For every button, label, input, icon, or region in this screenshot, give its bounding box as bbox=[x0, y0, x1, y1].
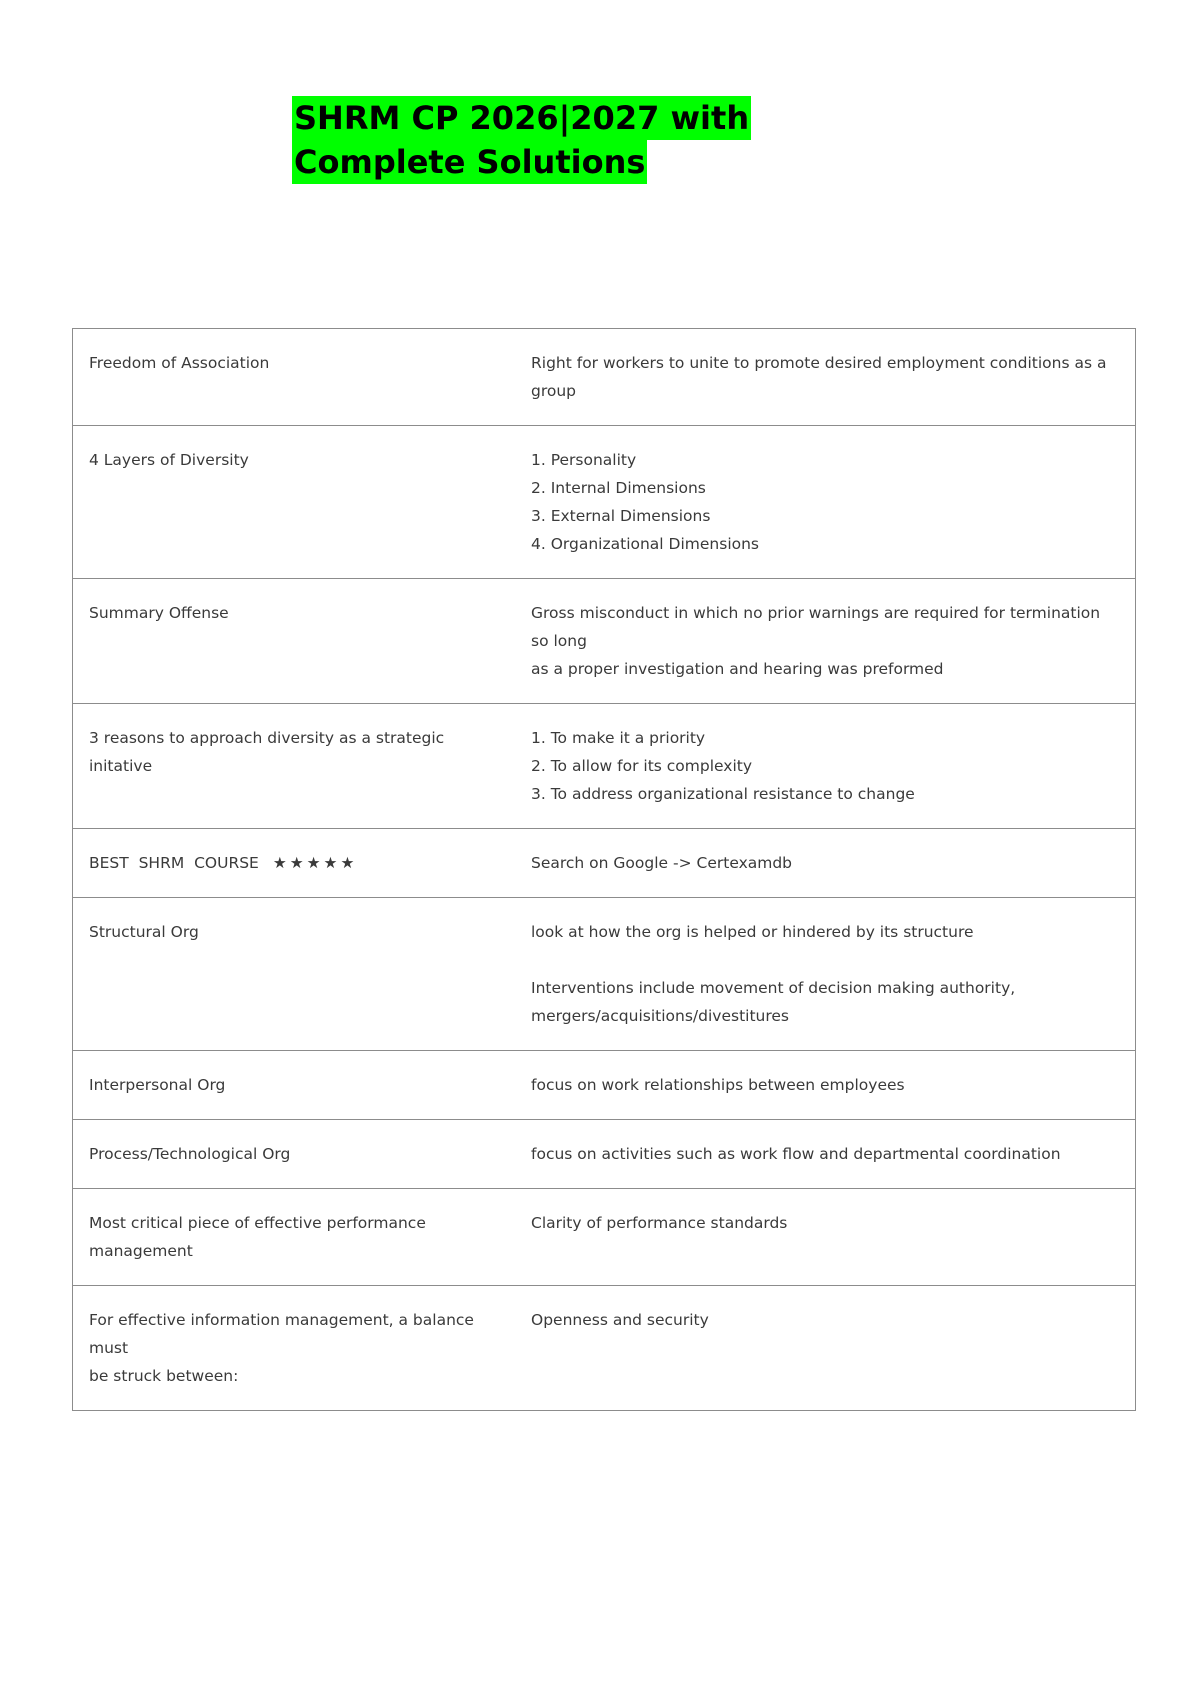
definition-cell bbox=[515, 1120, 1136, 1189]
definition-line: 3. To address organizational resistance to change bbox=[531, 785, 915, 803]
table-row bbox=[73, 1286, 1136, 1411]
term-text: Process/Technological Org bbox=[89, 1145, 291, 1163]
table-row bbox=[73, 898, 1136, 1051]
term-cell bbox=[73, 1051, 516, 1120]
definition-line: 4. Organizational Dimensions bbox=[531, 535, 760, 553]
qa-table bbox=[72, 328, 1136, 1411]
definition-line: Right for workers to unite to promote desired employment conditions as a group bbox=[531, 354, 1107, 400]
term-text: Interpersonal Org bbox=[89, 1076, 226, 1094]
term-cell bbox=[73, 426, 516, 579]
term-line: be struck between: bbox=[89, 1367, 239, 1385]
definition-line: 2. Internal Dimensions bbox=[531, 479, 706, 497]
term-line: Most critical piece of effective performance bbox=[89, 1214, 426, 1232]
definition-cell bbox=[515, 1051, 1136, 1120]
table-row bbox=[73, 329, 1136, 426]
definition-line: Openness and security bbox=[531, 1311, 709, 1329]
term-cell bbox=[73, 1286, 516, 1411]
term-cell bbox=[73, 898, 516, 1051]
term-text: 4 Layers of Diversity bbox=[89, 451, 249, 469]
table-row bbox=[73, 829, 1136, 898]
definition-line: focus on activities such as work flow and departmental coordination bbox=[531, 1145, 1061, 1163]
definition-line: Clarity of performance standards bbox=[531, 1214, 788, 1232]
term-cell bbox=[73, 1120, 516, 1189]
definition-line: Interventions include movement of decision making authority, bbox=[531, 979, 1016, 997]
definition-cell bbox=[515, 426, 1136, 579]
term-text: 3 reasons to approach diversity as a strategic initative bbox=[89, 729, 445, 775]
definition-cell bbox=[515, 704, 1136, 829]
term-line: For effective information management, a balance must bbox=[89, 1311, 474, 1357]
definition-cell bbox=[515, 329, 1136, 426]
definition-cell bbox=[515, 829, 1136, 898]
term-cell bbox=[73, 579, 516, 704]
definition-line: Search on Google -> Certexamdb bbox=[531, 854, 793, 872]
term-text: Structural Org bbox=[89, 923, 199, 941]
definition-cell bbox=[515, 898, 1136, 1051]
definition-cell bbox=[515, 1286, 1136, 1411]
term-text: Summary Offense bbox=[89, 604, 229, 622]
term-cell bbox=[73, 329, 516, 426]
table-row bbox=[73, 704, 1136, 829]
title-line-2: Complete Solutions bbox=[292, 140, 647, 184]
definition-cell bbox=[515, 579, 1136, 704]
term-line: management bbox=[89, 1242, 193, 1260]
term-cell bbox=[73, 829, 516, 898]
term-text: Freedom of Association bbox=[89, 354, 270, 372]
definition-cell bbox=[515, 1189, 1136, 1286]
definition-line: mergers/acquisitions/divestitures bbox=[531, 1007, 789, 1025]
term-cell bbox=[73, 704, 516, 829]
table-row bbox=[73, 579, 1136, 704]
document-title bbox=[292, 96, 751, 184]
table-row bbox=[73, 1051, 1136, 1120]
term-cell bbox=[73, 1189, 516, 1286]
table-row bbox=[73, 1189, 1136, 1286]
definition-line: 2. To allow for its complexity bbox=[531, 757, 753, 775]
definition-line: 1. Personality bbox=[531, 451, 637, 469]
definition-line: as a proper investigation and hearing was preformed bbox=[531, 660, 944, 678]
term-text: BEST SHRM COURSE bbox=[89, 854, 259, 872]
star-rating: ★★★★★ bbox=[272, 854, 358, 872]
title-line-1: SHRM CP 2026|2027 with bbox=[292, 96, 751, 140]
definition-line: 3. External Dimensions bbox=[531, 507, 711, 525]
definition-line: 1. To make it a priority bbox=[531, 729, 706, 747]
definition-line: Gross misconduct in which no prior warnings are required for termination so long bbox=[531, 604, 1101, 650]
table-row bbox=[73, 1120, 1136, 1189]
definition-line: look at how the org is helped or hindered by its structure bbox=[531, 923, 974, 941]
definition-line: focus on work relationships between employees bbox=[531, 1076, 905, 1094]
table-row bbox=[73, 426, 1136, 579]
